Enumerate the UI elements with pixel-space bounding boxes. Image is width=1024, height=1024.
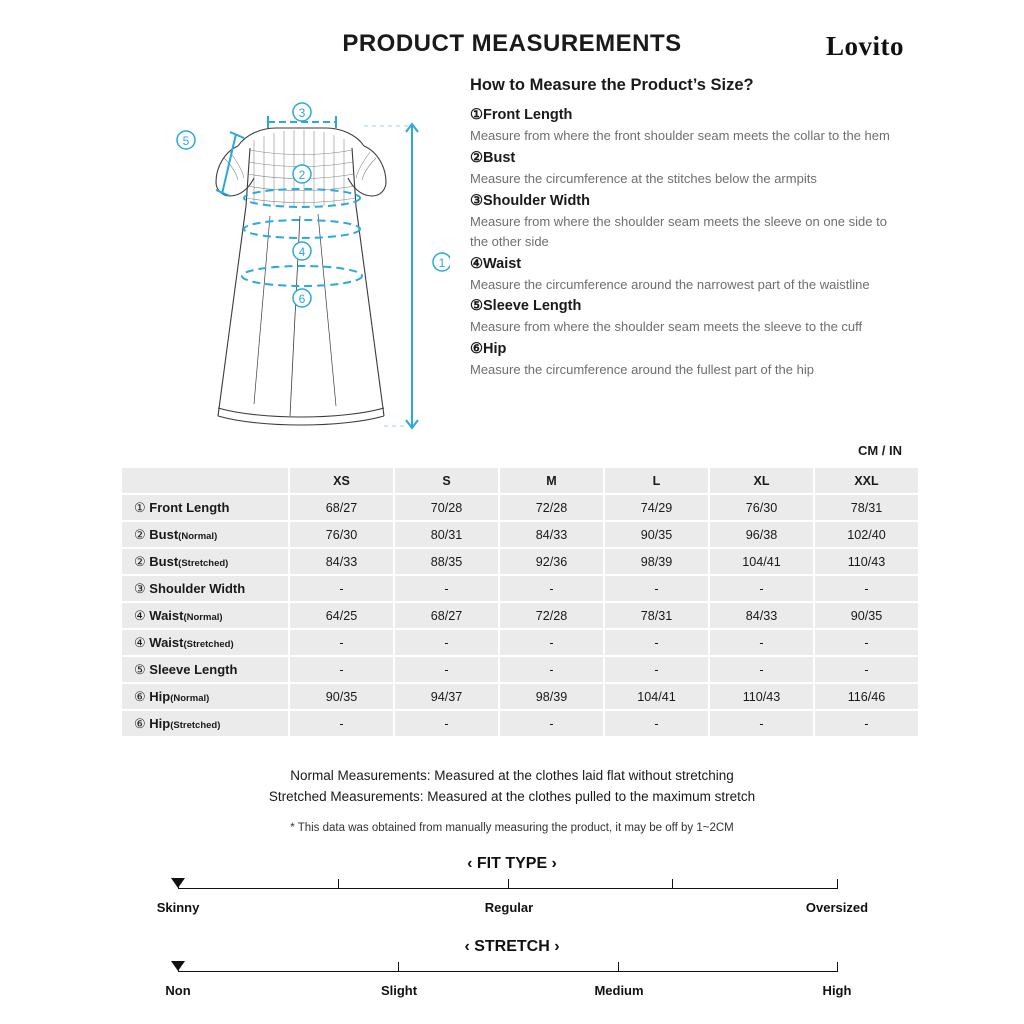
cell: 80/31 [395,522,498,547]
instruction-desc-6: Measure the circumference around the fullest part of the hip [470,362,814,378]
instruction-item-1 [470,105,890,146]
cell: - [605,711,708,736]
instruction-title-1: ①Front Length [470,107,573,123]
svg-text:5: 5 [182,134,190,148]
units-label: CM / IN [857,443,902,458]
stretch-label-non: Non [165,983,191,998]
stretch-marker [171,961,185,971]
row-label-hip-normal: ⑥ Hip(Normal) [122,684,288,709]
cell: 72/28 [500,495,603,520]
row-label-sleeve-length: ⑤ Sleeve Length [122,657,288,682]
stretch-tick-medium [618,962,619,971]
row-label-waist-normal: ④ Waist(Normal) [122,603,288,628]
stretch-label-high: High [822,983,852,998]
stretch-tick-high [837,962,838,971]
table-header-cell-l: L [605,468,708,493]
cell: - [290,630,393,655]
cell: 78/31 [605,603,708,628]
cell: 98/39 [605,549,708,574]
cell: - [290,657,393,682]
cell: - [290,711,393,736]
cell: 88/35 [395,549,498,574]
cell: 72/28 [500,603,603,628]
stretch-axis [178,971,838,972]
svg-text:1: 1 [438,256,446,270]
table-row [122,549,918,574]
instruction-desc-5: Measure from where the shoulder seam meets the sleeve to the cuff [470,319,863,335]
instruction-title-5: ⑤Sleeve Length [470,298,582,315]
how-to-measure-panel [470,76,890,382]
row-label-front-length: ① Front Length [122,495,288,520]
cell: - [605,630,708,655]
cell: - [710,576,813,601]
page-title: PRODUCT MEASUREMENTS [342,30,682,57]
table-row [122,603,918,628]
cell: 116/46 [815,684,918,709]
dress-illustration-svg [150,86,450,436]
fit-type-marker [171,878,185,888]
instruction-desc-3: Measure from where the shoulder seam meets the sleeve on one side to the other side [470,213,887,249]
cell: - [395,630,498,655]
fit-type-label-skinny: Skinny [156,900,200,915]
fit-type-tick-oversized [837,879,838,888]
instruction-item-6 [470,339,890,380]
measurement-guide-section [0,76,1024,436]
cell: 104/41 [605,684,708,709]
instruction-item-2 [470,148,890,189]
instruction-desc-1: Measure from where the front shoulder seam meets the collar to the hem [470,128,890,144]
table-row [122,630,918,655]
instruction-item-5 [470,296,890,337]
row-label-hip-stretched: ⑥ Hip(Stretched) [122,711,288,736]
instruction-item-4 [470,254,890,295]
instruction-desc-2: Measure the circumference at the stitches below the armpits [470,170,817,186]
fit-type-title: ‹ FIT TYPE › [467,855,557,872]
cell: - [500,711,603,736]
fit-type-tick-regular [508,879,509,888]
table-row [122,522,918,547]
cell: 76/30 [290,522,393,547]
how-to-measure-heading: How to Measure the Product’s Size? [470,76,754,94]
row-label-shoulder-width: ③ Shoulder Width [122,576,288,601]
cell: - [815,630,918,655]
measurement-notes [0,766,1024,834]
cell: 68/27 [395,603,498,628]
table-header-cell-xl: XL [710,468,813,493]
note-normal: Normal Measurements: Measured at the clothes laid flat without stretching [290,768,734,783]
size-table-wrapper [120,466,904,738]
cell: 98/39 [500,684,603,709]
stretch-label-medium: Medium [594,983,644,998]
cell: 104/41 [710,549,813,574]
cell: 90/35 [605,522,708,547]
table-row [122,684,918,709]
fit-type-label-oversized: Oversized [805,900,869,915]
cell: 70/28 [395,495,498,520]
cell: 110/43 [815,549,918,574]
cell: - [500,630,603,655]
cell: 74/29 [605,495,708,520]
cell: 84/33 [290,549,393,574]
table-row [122,711,918,736]
cell: 90/35 [815,603,918,628]
stretch-tick-slight [398,962,399,971]
cell: - [395,711,498,736]
cell: - [395,657,498,682]
cell: 84/33 [710,603,813,628]
cell: - [710,711,813,736]
note-stretched: Stretched Measurements: Measured at the clothes pulled to the maximum stretch [268,788,756,804]
table-row [122,576,918,601]
cell: 96/38 [710,522,813,547]
svg-text:3: 3 [298,106,306,120]
cell: - [290,576,393,601]
fit-type-axis [178,888,838,889]
stretch-label-slight: Slight [380,983,418,998]
cell: 84/33 [500,522,603,547]
garment-diagram [150,86,450,436]
cell: - [815,576,918,601]
fit-type-tick-4 [672,879,673,888]
instruction-desc-4: Measure the circumference around the narrowest part of the waistline [470,276,870,292]
cell: - [815,657,918,682]
table-header-cell-xxl: XXL [815,468,918,493]
instruction-title-2: ②Bust [470,149,516,166]
cell: - [815,711,918,736]
fit-type-label-regular: Regular [484,900,534,915]
table-header-cell-s: S [395,468,498,493]
instruction-item-3 [470,191,890,252]
table-header-row [122,468,918,493]
cell: 102/40 [815,522,918,547]
table-row [122,657,918,682]
row-label-bust-stretched: ② Bust(Stretched) [122,549,288,574]
size-chart-table [120,466,920,738]
instruction-title-3: ③Shoulder Width [470,192,590,209]
note-disclaimer: * This data was obtained from manually measuring the product, it may be off by 1~2CM [290,821,734,834]
cell: 64/25 [290,603,393,628]
row-label-waist-stretched: ④ Waist(Stretched) [122,630,288,655]
svg-text:2: 2 [298,168,306,182]
table-header-cell-xs: XS [290,468,393,493]
cell: 90/35 [290,684,393,709]
cell: - [395,576,498,601]
table-row [122,495,918,520]
header [0,30,1024,76]
table-header-cell-m: M [500,468,603,493]
cell: 94/37 [395,684,498,709]
cell: - [500,576,603,601]
instruction-title-4: ④Waist [470,255,522,272]
fit-type-tick-2 [338,879,339,888]
table-header-cell-0 [122,468,288,493]
row-label-bust-normal: ② Bust(Normal) [122,522,288,547]
cell: 78/31 [815,495,918,520]
cell: 92/36 [500,549,603,574]
cell: - [710,657,813,682]
cell: - [605,657,708,682]
stretch-title: ‹ STRETCH › [464,938,560,955]
instruction-title-6: ⑥Hip [470,341,507,358]
cell: - [710,630,813,655]
cell: 110/43 [710,684,813,709]
cell: 68/27 [290,495,393,520]
cell: - [500,657,603,682]
svg-text:6: 6 [298,292,306,306]
cell: 76/30 [710,495,813,520]
svg-text:4: 4 [298,245,306,259]
brand-logo: Lovito [825,31,904,61]
cell: - [605,576,708,601]
